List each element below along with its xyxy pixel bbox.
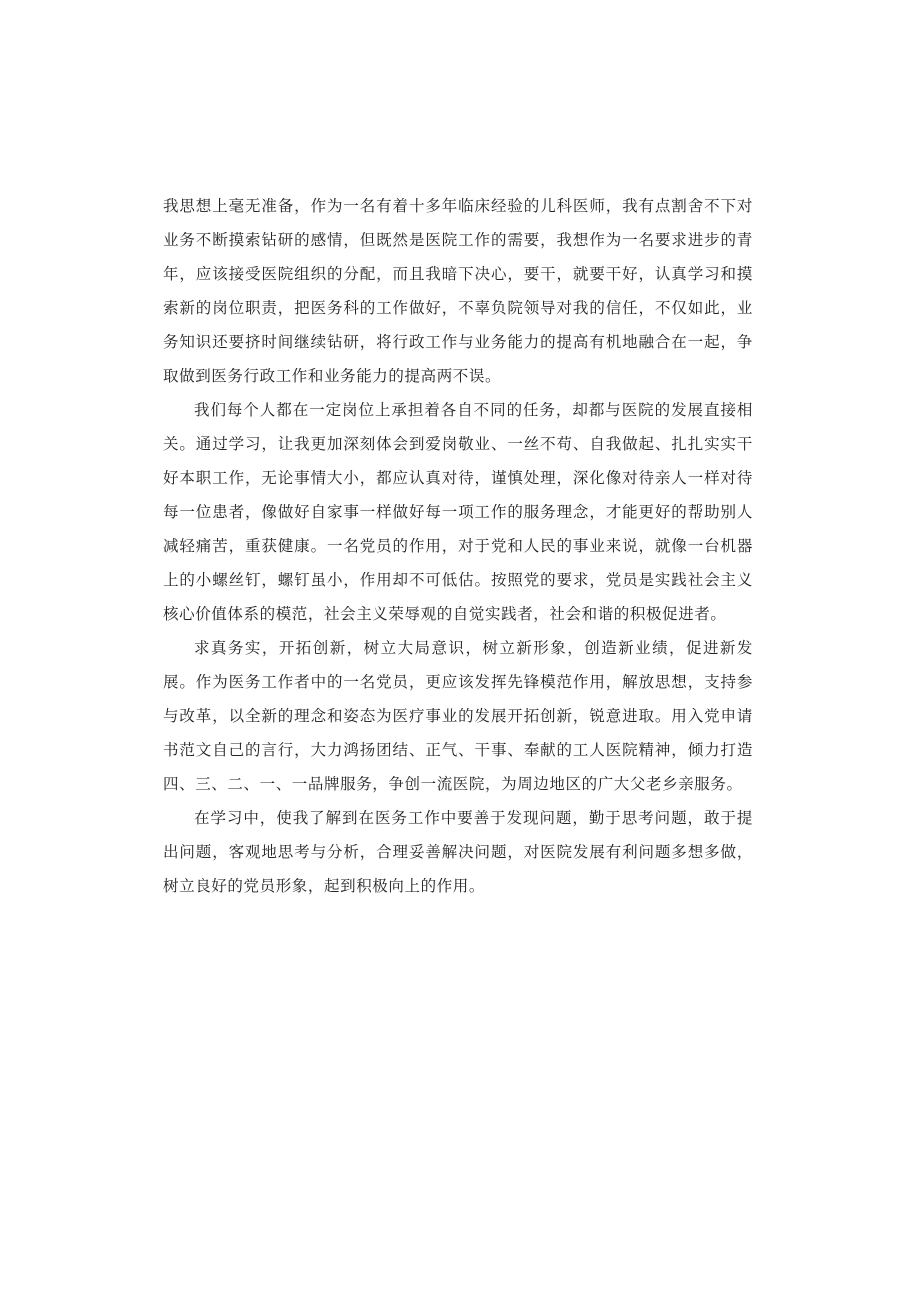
paragraph-2: 我们每个人都在一定岗位上承担着各自不同的任务，却都与医院的发展直接相关。通过学习，让我更加深刻体会到爱岗敬业、一丝不苟、自我做起、扎扎实实干好本职工作，无论事情大小，都应认真对待，谨慎处理，深化像对待亲人一样对待每一位患者，像做好自家事一样做好每一项工作的服务理念，才能更好的帮助别人减轻痛苦，重获健康。一名党员的作用，对于党和人民的事业来说，就像一台机器上的小螺丝钉，螺钉虽小，作用却不可低估。按照党的要求，党员是实践社会主义核心价值体系的模范，社会主义荣辱观的自觉实践者，社会和谐的积极促进者。 [163, 401, 753, 623]
paragraph-1: 我思想上毫无准备，作为一名有着十多年临床经验的儿科医师，我有点割舍不下对业务不断摸索钻研的感情，但既然是医院工作的需要，我想作为一名要求进步的青年，应该接受医院组织的分配，而且我暗下决心，要干，就要干好，认真学习和摸索新的岗位职责，把医务科的工作做好，不辜负院领导对我的信任，不仅如此，业务知识还要挤时间继续钻研，将行政工作与业务能力的提高有机地融合在一起，争取做到医务行政工作和业务能力的提高两不误。 [163, 197, 753, 385]
paragraph-3: 求真务实，开拓创新，树立大局意识，树立新形象，创造新业绩，促进新发展。作为医务工作者中的一名党员，更应该发挥先锋模范作用，解放思想，支持参与改革，以全新的理念和姿态为医疗事业的发展开拓创新，锐意进取。用入党申请书范文自己的言行，大力鸿扬团结、正气、干事、奉献的工人医院精神，倾力打造四、三、二、一、一品牌服务，争创一流医院，为周边地区的广大父老乡亲服务。 [163, 639, 753, 793]
paragraph-4: 在学习中，使我了解到在医务工作中要善于发现问题，勤于思考问题，敢于提出问题，客观地思考与分析，合理妥善解决问题，对医院发展有利问题多想多做，树立良好的党员形象，起到积极向上的作用。 [163, 809, 753, 895]
document-body [163, 189, 753, 903]
